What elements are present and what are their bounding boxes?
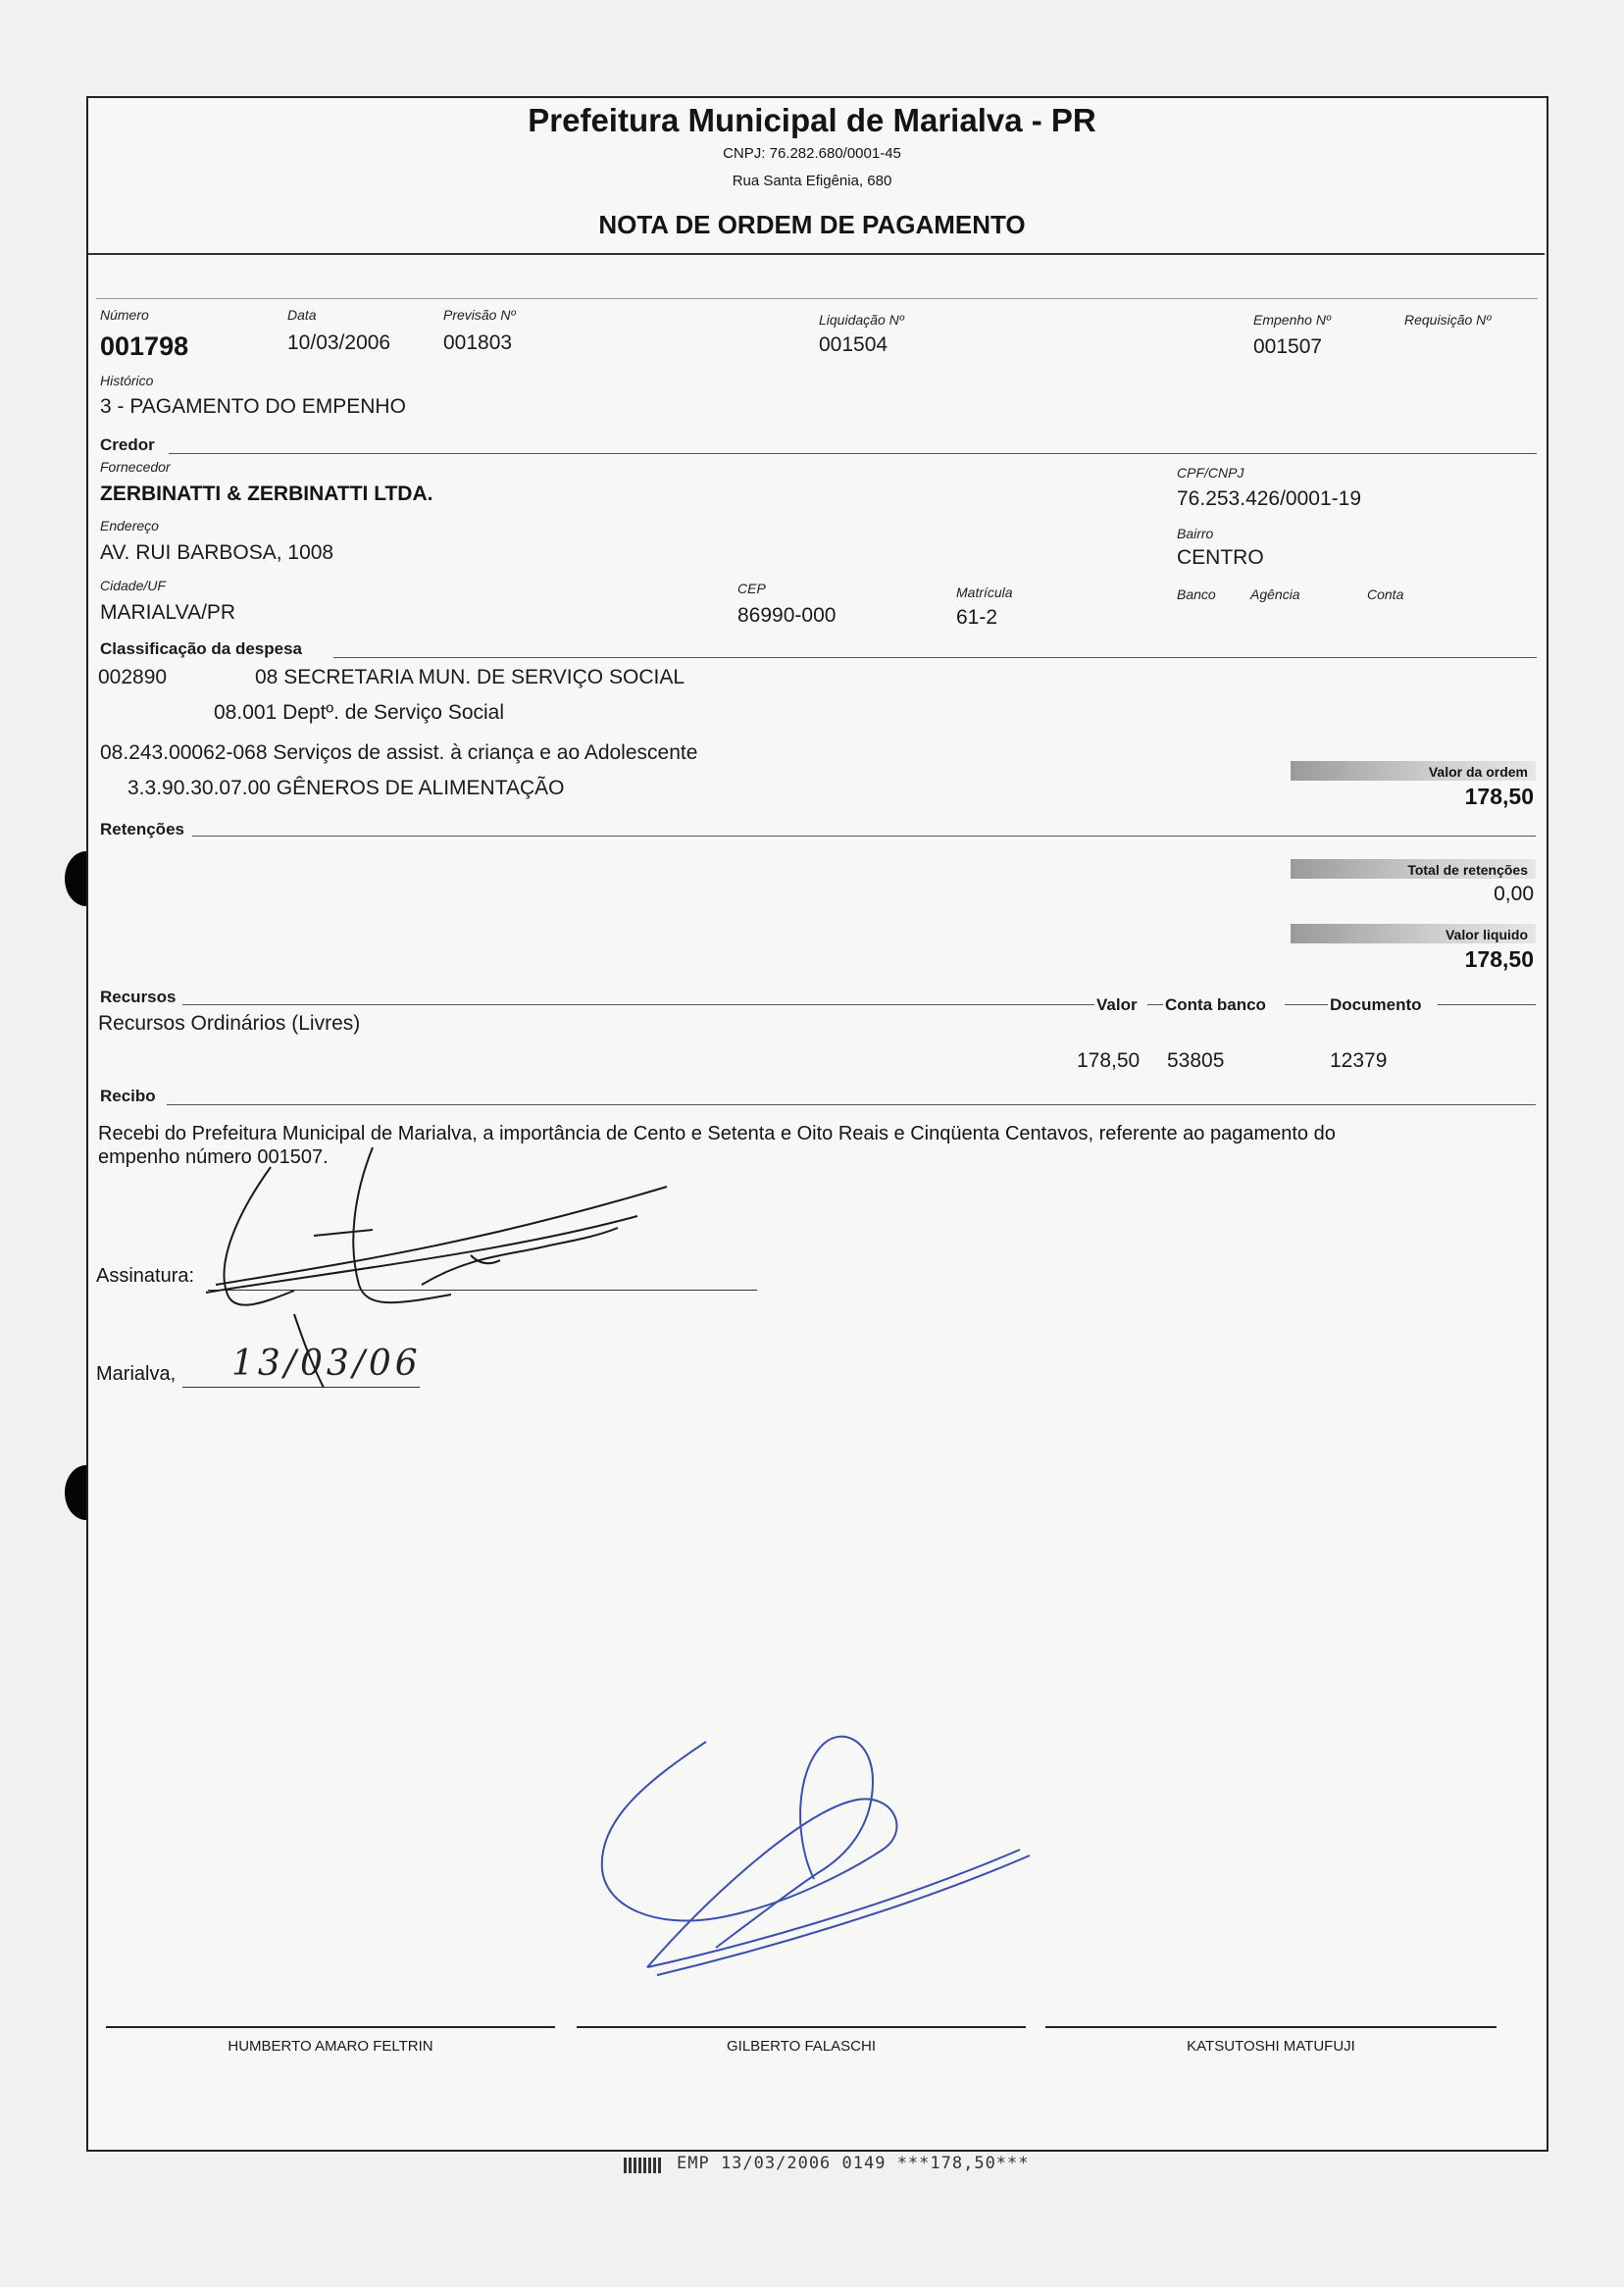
recursos-divider-2 [1147, 1004, 1163, 1005]
recursos-divider-3 [1285, 1004, 1328, 1005]
recursos-section-label: Recursos [100, 988, 177, 1006]
banco-label: Banco [1177, 586, 1216, 602]
historico-label: Histórico [100, 373, 154, 388]
recursos-valor-label: Valor [1096, 995, 1138, 1014]
bairro-value: CENTRO [1177, 546, 1264, 569]
recibo-section-label: Recibo [100, 1087, 156, 1105]
classificacao-section-label: Classificação da despesa [100, 639, 303, 658]
header-cnpj: CNPJ: 76.282.680/0001-45 [723, 145, 901, 162]
assinatura-label: Assinatura: [96, 1265, 195, 1287]
data-label: Data [287, 307, 317, 323]
signatory-2: GILBERTO FALASCHI [727, 2038, 876, 2055]
previsao-value: 001803 [443, 331, 513, 354]
recursos-valor: 178,50 [1077, 1049, 1141, 1072]
numero-value: 001798 [100, 331, 189, 361]
handwritten-date: 13/03/06 [231, 1344, 422, 1384]
retencoes-divider [192, 836, 1536, 837]
requisicao-label: Requisição Nº [1404, 312, 1492, 328]
signatory-line-2 [577, 2026, 1026, 2028]
fornecedor-label: Fornecedor [100, 459, 171, 475]
cpf-label: CPF/CNPJ [1177, 465, 1244, 481]
recursos-conta-label: Conta banco [1165, 995, 1266, 1014]
blue-signature-drawing [588, 1722, 1040, 2016]
retencoes-section-label: Retenções [100, 820, 184, 839]
bank-stamp: EMP 13/03/2006 0149 ***178,50*** [677, 2154, 1030, 2173]
agencia-label: Agência [1250, 586, 1300, 602]
recursos-documento: 12379 [1330, 1049, 1388, 1072]
recibo-text-line2: empenho número 001507. [98, 1146, 329, 1168]
data-value: 10/03/2006 [287, 331, 391, 354]
bank-stamp-logo [624, 2158, 663, 2173]
fornecedor-value: ZERBINATTI & ZERBINATTI LTDA. [100, 483, 433, 505]
local-label: Marialva, [96, 1363, 177, 1385]
liquidacao-value: 001504 [819, 333, 888, 356]
recibo-text-line1: Recebi do Prefeitura Municipal de Marialva, a importância de Cento e Setenta e Oito Reais e Cinqüenta Centavos, referente ao pagamento do [98, 1123, 1336, 1144]
cpf-value: 76.253.426/0001-19 [1177, 487, 1362, 510]
cep-value: 86990-000 [737, 604, 837, 627]
black-signature-drawing [177, 1138, 706, 1393]
valor-ordem-value: 178,50 [1464, 784, 1534, 809]
classificacao-line2: 08.001 Deptº. de Serviço Social [214, 701, 505, 724]
signatory-line-1 [106, 2026, 555, 2028]
bairro-label: Bairro [1177, 526, 1214, 541]
valor-liquido-bar [1291, 924, 1536, 943]
cep-label: CEP [737, 581, 766, 596]
total-retencoes-bar [1291, 859, 1536, 879]
header-divider-2 [96, 298, 1538, 299]
empenho-label: Empenho Nº [1253, 312, 1332, 328]
valor-ordem-bar [1291, 761, 1536, 781]
header-address: Rua Santa Efigênia, 680 [732, 173, 892, 189]
total-retencoes-value: 0,00 [1494, 883, 1534, 905]
classificacao-line3: 08.243.00062-068 Serviços de assist. à criança e ao Adolescente [100, 741, 698, 764]
classificacao-divider [333, 657, 1537, 658]
liquidacao-label: Liquidação Nº [819, 312, 904, 328]
total-retencoes-label: Total de retenções [1407, 862, 1528, 878]
valor-liquido-value: 178,50 [1464, 946, 1534, 972]
classificacao-code: 002890 [98, 666, 168, 688]
previsao-label: Previsão Nº [443, 307, 516, 323]
recursos-divider-1 [182, 1004, 1094, 1005]
document-title: NOTA DE ORDEM DE PAGAMENTO [598, 210, 1026, 239]
header-divider [88, 253, 1545, 255]
classificacao-line1: 08 SECRETARIA MUN. DE SERVIÇO SOCIAL [255, 666, 685, 688]
endereco-value: AV. RUI BARBOSA, 1008 [100, 541, 334, 564]
conta-label: Conta [1367, 586, 1404, 602]
signatory-3: KATSUTOSHI MATUFUJI [1187, 2038, 1355, 2055]
page-title: Prefeitura Municipal de Marialva - PR [528, 102, 1096, 138]
credor-divider [169, 453, 1537, 454]
cidade-value: MARIALVA/PR [100, 601, 236, 624]
cidade-label: Cidade/UF [100, 578, 166, 593]
valor-liquido-label: Valor liquido [1445, 927, 1528, 942]
classificacao-line4: 3.3.90.30.07.00 GÊNEROS DE ALIMENTAÇÃO [127, 777, 565, 799]
recursos-conta: 53805 [1167, 1049, 1225, 1072]
historico-value: 3 - PAGAMENTO DO EMPENHO [100, 395, 406, 418]
numero-label: Número [100, 307, 149, 323]
credor-section-label: Credor [100, 435, 155, 454]
signatory-1: HUMBERTO AMARO FELTRIN [228, 2038, 433, 2055]
signatory-line-3 [1045, 2026, 1497, 2028]
recibo-divider [167, 1104, 1536, 1105]
valor-ordem-label: Valor da ordem [1428, 764, 1528, 780]
matricula-label: Matrícula [956, 584, 1013, 600]
recursos-descricao: Recursos Ordinários (Livres) [98, 1012, 361, 1035]
matricula-value: 61-2 [956, 606, 998, 629]
empenho-value: 001507 [1253, 335, 1323, 358]
endereco-label: Endereço [100, 518, 159, 534]
recursos-documento-label: Documento [1330, 995, 1422, 1014]
recursos-divider-4 [1438, 1004, 1536, 1005]
